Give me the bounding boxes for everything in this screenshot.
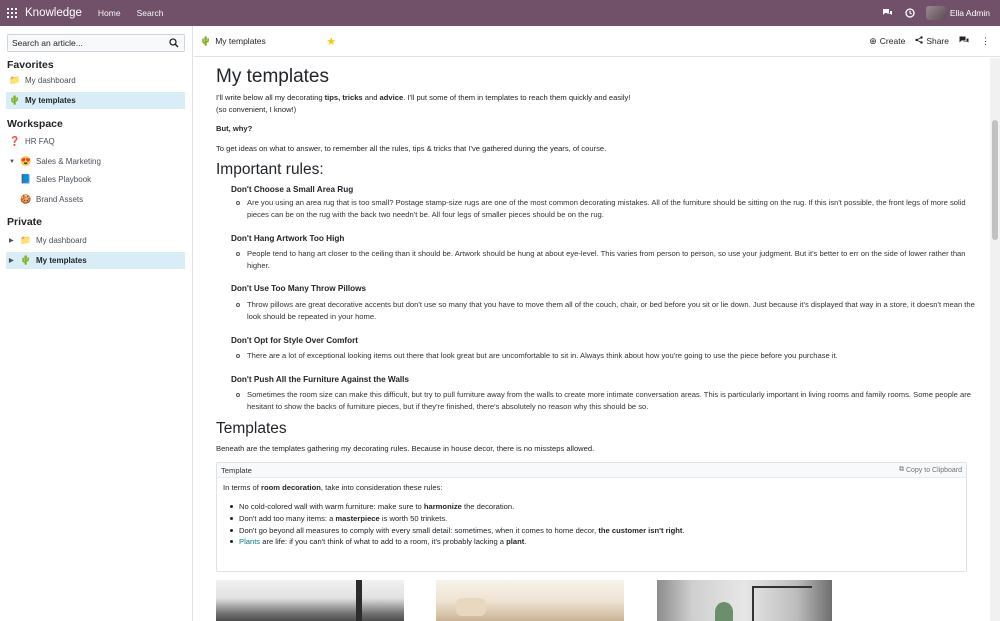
more-options-icon[interactable]: ⋮ — [981, 35, 990, 46]
user-avatar[interactable] — [926, 6, 946, 20]
list-item-text: Don't add too many items: a — [239, 513, 336, 523]
workspace-item-sales-marketing[interactable] — [6, 153, 185, 170]
workspace-item-label: Sales Playbook — [36, 175, 92, 184]
workspace-item-sales-playbook[interactable] — [17, 171, 185, 188]
cookie-icon: 🍪 — [20, 194, 32, 204]
bullet-icon — [236, 303, 240, 307]
rule-body-text: There are a lot of exceptional looking items out there that look great but are uncomfortable to sit in. Always think about how you're going to use the piece before you purchase it. — [247, 351, 838, 360]
list-item-text: No cold-colored wall with warm furniture: make sure to — [239, 502, 424, 511]
copy-icon: ⧉ — [898, 466, 904, 473]
intro-line-2: (so convenient, I know!) — [216, 105, 297, 114]
create-button-label: Create — [879, 36, 906, 46]
why-heading: But, why? — [216, 124, 253, 133]
list-item-text: are life: if you can't think of what to add to a room, it's probably lacking a — [260, 537, 507, 547]
rule-body-text: Are you using an area rug that is too small? Postage stamp-size rugs are one of the most common decorating mistakes. All of the furniture should be sitting on the rug. If this isn't possible, the front legs of more solid pieces can be on the rug with the back two needn't be. All four legs of smaller pieces should be on the rug. — [247, 198, 966, 219]
rule-title: Don't Opt for Style Over Comfort — [231, 336, 359, 345]
rule-body — [247, 389, 977, 413]
list-item-bold: masterpiece — [335, 513, 380, 523]
question-mark-icon: ❓ — [9, 136, 21, 146]
favorite-star-icon[interactable]: ★ — [326, 35, 337, 48]
template-intro — [223, 483, 442, 492]
decor-image-bedroom — [436, 580, 624, 621]
private-item-my-dashboard[interactable] — [6, 232, 185, 249]
plants-link[interactable]: Plants — [239, 537, 261, 547]
favorites-section-title: Favorites — [7, 59, 54, 71]
template-intro-bold: room decoration — [260, 483, 321, 492]
list-item — [239, 536, 959, 548]
list-item — [239, 513, 959, 525]
templates-heading: Templates — [216, 420, 287, 437]
plus-circle-icon: ⊕ — [869, 35, 877, 46]
workspace-item-label: Sales & Marketing — [36, 157, 101, 166]
rule-body — [247, 248, 977, 272]
intro-bold: advice — [379, 93, 404, 102]
rule-body — [247, 197, 977, 221]
list-item-text: Don't go beyond all measures to comply with every small detail: sometimes, when it comes to home decor, — [239, 525, 599, 535]
list-item-text: is worth 50 trinkets. — [379, 513, 448, 523]
intro-text: . I'll put some of them in templates to reach them quickly and easily! — [403, 93, 631, 102]
article-search-box[interactable] — [7, 34, 185, 52]
list-item — [239, 525, 959, 537]
favorite-item-my-dashboard[interactable] — [6, 72, 185, 89]
private-item-my-templates[interactable] — [6, 252, 185, 269]
image-detail — [715, 602, 733, 621]
workspace-item-label: HR FAQ — [25, 137, 55, 146]
folder-icon: 📁 — [9, 75, 21, 85]
private-item-label: My templates — [36, 256, 87, 265]
workspace-item-label: Brand Assets — [36, 195, 84, 204]
rule-body — [247, 350, 977, 362]
comments-icon[interactable] — [959, 36, 969, 47]
nav-search-link[interactable]: Search — [136, 8, 164, 18]
scrollbar-thumb[interactable] — [992, 120, 998, 240]
user-name[interactable]: Ella Admin — [949, 8, 990, 18]
intro-paragraph — [216, 92, 971, 104]
cactus-icon: 🌵 — [9, 95, 21, 105]
app-name[interactable]: Knowledge — [25, 7, 82, 19]
list-item-text: . — [682, 525, 685, 535]
favorite-item-label: My dashboard — [25, 76, 76, 85]
image-detail — [456, 598, 486, 616]
image-detail — [356, 580, 362, 621]
intro-text: I'll write below all my decorating — [216, 93, 325, 102]
clock-icon[interactable] — [904, 7, 916, 19]
create-button[interactable] — [869, 36, 905, 47]
rule-body-text: People tend to hang art closer to the ceiling than it should be. Artwork should be hung at about eye-level. This varies from person to person, so use your judgment. But it's better to err on the side of lower rather than higher. — [247, 249, 966, 270]
top-navbar — [0, 0, 1000, 26]
cactus-icon: 🌵 — [20, 255, 32, 265]
template-block[interactable] — [216, 462, 967, 572]
list-item-bold: the customer isn't right — [598, 525, 683, 535]
why-answer: To get ideas on what to answer, to remember all the rules, tips & tricks that I've gathered during the years, of course. — [216, 144, 607, 153]
article-content — [194, 58, 989, 621]
workspace-item-brand-assets[interactable] — [17, 191, 185, 208]
templates-intro: Beneath are the templates gathering my decorating rules. Because in house decor, there is no missteps allowed. — [216, 444, 595, 453]
template-rule-list — [239, 501, 959, 548]
template-intro-text: , take into consideration these rules: — [320, 483, 443, 492]
workspace-item-hr-faq[interactable] — [6, 133, 185, 150]
caret-right-icon[interactable]: ▶ — [9, 258, 14, 264]
rule-title: Don't Push All the Furniture Against the Walls — [231, 375, 409, 384]
article-title-field[interactable]: My templates — [215, 36, 266, 46]
bullet-icon — [236, 393, 240, 397]
blue-book-icon: 📘 — [20, 174, 32, 184]
folder-icon: 📁 — [20, 235, 32, 245]
chat-icon[interactable] — [882, 7, 894, 19]
caret-down-icon[interactable]: ▼ — [9, 158, 15, 165]
private-section-title: Private — [7, 216, 43, 228]
list-item-bold: plant — [506, 537, 525, 547]
rule-body-text: Throw pillows are great decorative accents but don't use so many that you have to move them all of the couch, chair, or bed before you sit or lie down. Just because it's displayed that way in a store, it doesn't mean the look should be repeated in your home. — [247, 300, 975, 321]
cactus-icon[interactable]: 🌵 — [200, 35, 212, 46]
list-item-text: . — [524, 537, 527, 547]
control-panel — [194, 26, 1000, 57]
copy-to-clipboard-label: Copy to Clipboard — [905, 466, 962, 474]
private-item-label: My dashboard — [36, 236, 87, 245]
apps-grid-icon[interactable] — [7, 8, 17, 18]
decor-image-clothing-rack — [657, 580, 832, 621]
article-title: My templates — [216, 66, 329, 87]
article-search-input[interactable] — [8, 38, 167, 48]
share-button-label: Share — [926, 36, 949, 46]
bullet-icon — [236, 252, 240, 256]
rule-title: Don't Hang Artwork Too High — [231, 234, 345, 243]
template-header — [217, 463, 966, 478]
list-item-bold: harmonize — [423, 502, 462, 511]
intro-bold: tips, tricks — [324, 93, 363, 102]
list-item — [239, 501, 959, 513]
sidebar — [0, 26, 193, 621]
heart-eyes-icon: 😍 — [20, 156, 32, 166]
rule-title: Don't Use Too Many Throw Pillows — [231, 284, 367, 293]
favorite-item-label: My templates — [25, 96, 76, 105]
copy-to-clipboard-button[interactable] — [899, 466, 962, 474]
search-icon[interactable] — [167, 36, 181, 50]
template-intro-text: In terms of — [223, 483, 261, 492]
workspace-section-title: Workspace — [7, 118, 63, 130]
image-detail — [752, 586, 812, 621]
bullet-icon — [236, 354, 240, 358]
rules-heading: Important rules: — [216, 161, 324, 178]
intro-text: and — [362, 93, 380, 102]
rule-body — [247, 299, 977, 323]
rule-title: Don't Choose a Small Area Rug — [231, 185, 354, 194]
bullet-icon — [236, 201, 240, 205]
content-scrollbar[interactable] — [990, 58, 1000, 621]
decor-image-living-room — [216, 580, 404, 621]
share-icon — [915, 36, 923, 46]
share-button[interactable] — [915, 36, 949, 46]
caret-right-icon[interactable]: ▶ — [9, 238, 14, 244]
nav-home-link[interactable]: Home — [97, 8, 121, 18]
template-label: Template — [221, 465, 252, 475]
favorite-item-my-templates[interactable] — [6, 92, 185, 109]
list-item-text: the decoration. — [461, 502, 515, 511]
rule-body-text: Sometimes the room size can make this difficult, but try to pull furniture away from the walls to create more intimate conversation areas. This is particularly important in living rooms and family rooms. Some people are hesitant to show the backs of furniture pieces, but if they're finished, there's absolutely no reason why this should be so. — [247, 390, 971, 411]
